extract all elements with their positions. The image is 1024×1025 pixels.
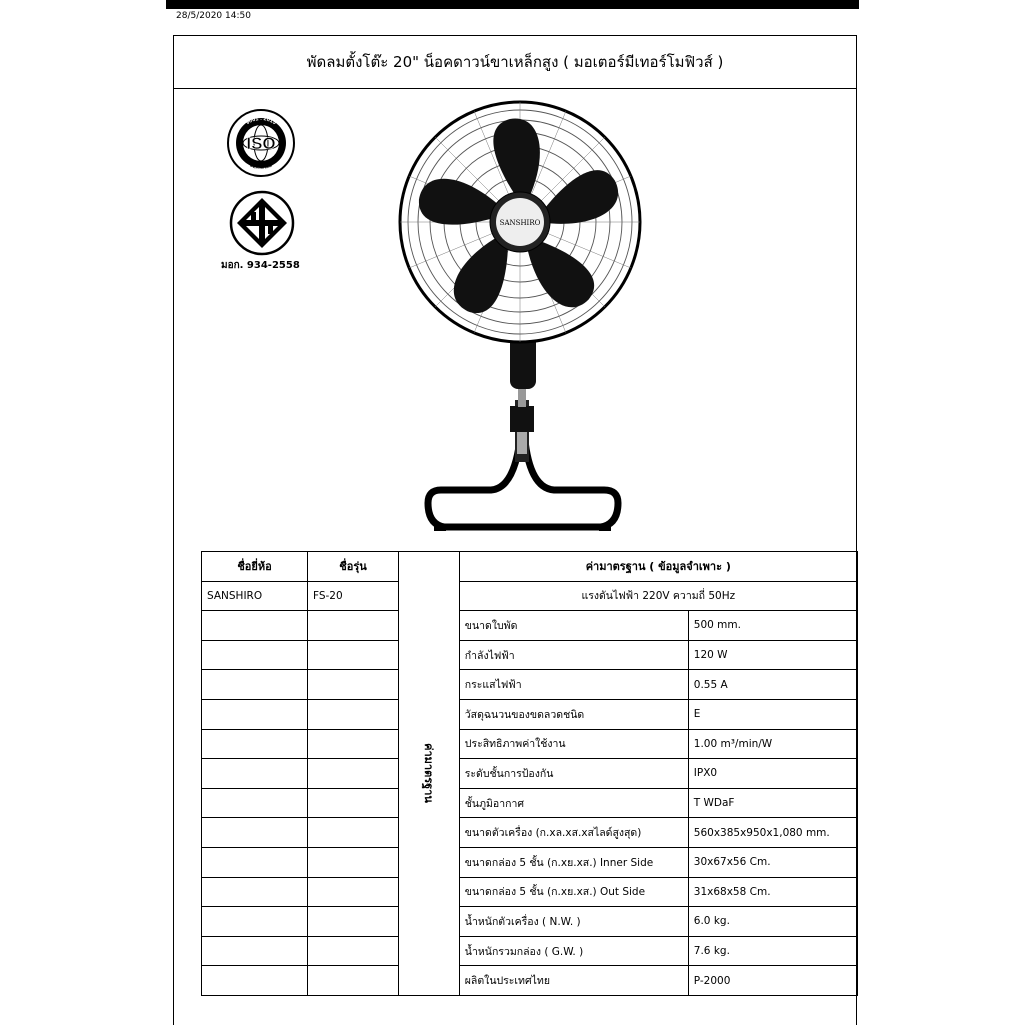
spec-label: ขนาดใบพัด	[459, 611, 688, 641]
spec-value: 500 mm.	[688, 611, 857, 641]
brand-cell-empty	[202, 640, 308, 670]
iso-certified-text: CERTIFIED	[249, 162, 273, 171]
spec-label: ขนาดกล่อง 5 ชั้น (ก.xย.xส.) Inner Side	[459, 847, 688, 877]
header-model: ชื่อรุ่น	[308, 552, 399, 582]
table-row	[202, 581, 858, 611]
table-row	[202, 670, 858, 700]
brand-cell-empty	[202, 759, 308, 789]
brand-cell-empty	[202, 818, 308, 848]
brand-cell-empty	[202, 729, 308, 759]
spec-table	[201, 551, 858, 996]
model-cell-empty	[308, 877, 399, 907]
header-spec: ค่ามาตรฐาน ( ข้อมูลจำเพาะ )	[459, 552, 857, 582]
spec-label: น้ำหนักรวมกล่อง ( G.W. )	[459, 936, 688, 966]
table-row	[202, 729, 858, 759]
spec-value: 7.6 kg.	[688, 936, 857, 966]
spec-value: T WDaF	[688, 788, 857, 818]
spec-value: 0.55 A	[688, 670, 857, 700]
spec-value: 560x385x950x1,080 mm.	[688, 818, 857, 848]
spec-label: น้ำหนักตัวเครื่อง ( N.W. )	[459, 907, 688, 937]
model-cell-empty	[308, 847, 399, 877]
iso-badge-text: ISO	[246, 134, 276, 153]
spec-label: ขนาดกล่อง 5 ชั้น (ก.xย.xส.) Out Side	[459, 877, 688, 907]
table-row	[202, 847, 858, 877]
model-cell-empty	[308, 611, 399, 641]
power-supply-value: แรงดันไฟฟ้า 220V ความถี่ 50Hz	[459, 581, 857, 611]
model-value: FS-20	[308, 581, 399, 611]
model-cell-empty	[308, 818, 399, 848]
brand-cell-empty	[202, 877, 308, 907]
tis-standard-label: มอก. 934-2558	[221, 260, 300, 271]
spec-label: ระดับชั้นการป้องกัน	[459, 759, 688, 789]
spec-value: 31x68x58 Cm.	[688, 877, 857, 907]
spec-label: กระแสไฟฟ้า	[459, 670, 688, 700]
spec-value: 120 W	[688, 640, 857, 670]
table-row	[202, 818, 858, 848]
table-row	[202, 907, 858, 937]
table-header-row	[202, 552, 858, 582]
brand-cell-empty	[202, 966, 308, 996]
vertical-standard-label: ค่ามาตรฐาน	[421, 743, 435, 804]
model-cell-empty	[308, 670, 399, 700]
page-title: พัดลมตั้งโต๊ะ 20" น็อคดาวน์ขาเหล็กสูง ( มอเตอร์มีเทอร์โมฟิวส์ )	[174, 36, 856, 89]
model-cell-empty	[308, 699, 399, 729]
table-row	[202, 699, 858, 729]
spec-value: 30x67x56 Cm.	[688, 847, 857, 877]
spec-table-body	[202, 552, 858, 996]
table-row	[202, 877, 858, 907]
table-row	[202, 936, 858, 966]
model-cell-empty	[308, 759, 399, 789]
spec-label: ชั้นภูมิอากาศ	[459, 788, 688, 818]
spec-label: วัสดุฉนวนของขดลวดชนิด	[459, 699, 688, 729]
table-row	[202, 966, 858, 996]
print-timestamp: 28/5/2020 14:50	[176, 11, 251, 21]
spec-value: 1.00 m³/min/W	[688, 729, 857, 759]
brand-cell-empty	[202, 847, 308, 877]
spec-value: E	[688, 699, 857, 729]
model-cell-empty	[308, 640, 399, 670]
table-row	[202, 759, 858, 789]
spec-value: 6.0 kg.	[688, 907, 857, 937]
top-bar	[166, 0, 859, 9]
brand-logo-text: SANSHIRO	[499, 219, 541, 227]
brand-cell-empty	[202, 788, 308, 818]
spec-value: P-2000	[688, 966, 857, 996]
table-row	[202, 640, 858, 670]
iso-certified-logo	[226, 108, 296, 178]
model-cell-empty	[308, 729, 399, 759]
table-row	[202, 611, 858, 641]
brand-cell-empty	[202, 936, 308, 966]
spec-label: ประสิทธิภาพค่าใช้งาน	[459, 729, 688, 759]
stand-fan-image	[396, 100, 646, 545]
iso-standard-text: 9001 : 2015	[245, 116, 277, 127]
model-cell-empty	[308, 788, 399, 818]
tis-standard-logo	[229, 190, 295, 256]
model-cell-empty	[308, 936, 399, 966]
table-row	[202, 788, 858, 818]
spec-value: IPX0	[688, 759, 857, 789]
spec-label: กำลังไฟฟ้า	[459, 640, 688, 670]
brand-cell-empty	[202, 611, 308, 641]
brand-value: SANSHIRO	[202, 581, 308, 611]
brand-cell-empty	[202, 907, 308, 937]
header-brand: ชื่อยี่ห้อ	[202, 552, 308, 582]
brand-cell-empty	[202, 699, 308, 729]
model-cell-empty	[308, 966, 399, 996]
spec-label: ผลิตในประเทศไทย	[459, 966, 688, 996]
spec-label: ขนาดตัวเครื่อง (ก.xล.xส.xสไลด์สูงสุด)	[459, 818, 688, 848]
model-cell-empty	[308, 907, 399, 937]
vertical-standard-label-cell	[399, 552, 460, 996]
brand-cell-empty	[202, 670, 308, 700]
